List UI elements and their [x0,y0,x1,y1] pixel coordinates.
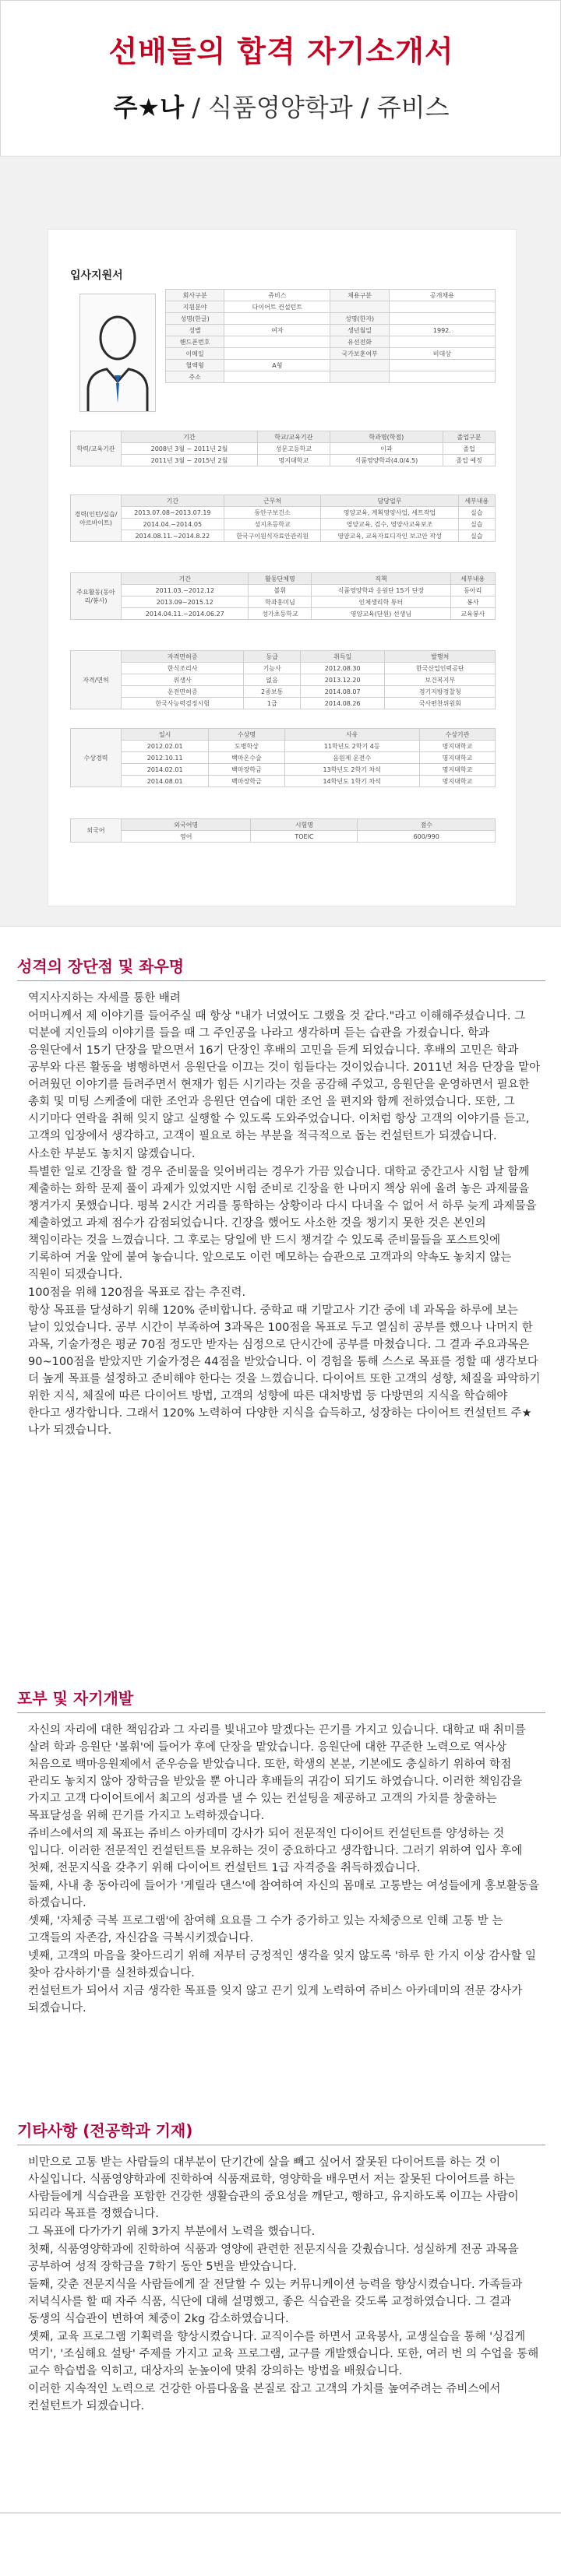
table-cell: 성지초등학교 [224,519,321,530]
table-cell: 영양교육(단원) 선생님 [312,608,450,620]
table-cell: 혈액형 [166,360,224,371]
table-row [166,290,496,301]
table-cell [330,371,389,383]
column-header: 일시 [122,729,209,741]
table-cell: 운전면허증 [122,686,244,698]
column-header: 세부내용 [458,495,495,507]
paragraph: 자신의 자리에 대한 책임감과 그 자리를 빛내고야 말겠다는 끈기를 가지고 있습니다. 대학교 때 취미를 살려 학과 응원단 '볼휘'에 들어가 후에 단장을 맡았습니다. 응원단에 대한 꾸준한 노력으로 역사상 처음으로 백마응원제에서 준우승을 받았습니다. 또한, 학생의 본분, 기본에도 충실하기 위하여 학점 관리도 놓치지 않아 장학금을 받았을 뿐 아니라 후배들의 귀감이 되기도 하였습니다. 이러한 책임감을 가지고 고객 다이어트에서 최고의 성과를 낼 수 있는 컨설팅을 제공하고 고객의 가치를 창출하는 목표달성을 위해 끈기를 가지고 노력하겠습니다. [28,1724,526,1822]
table-cell: 생년월일 [330,325,389,336]
table-row [71,443,496,455]
application-form-image [0,156,561,927]
section-heading: 기타사항 (전공학과 기재) [17,2121,193,2140]
table-cell: 비대상 [389,348,495,360]
table-cell: 이메일 [166,348,224,360]
table-row [71,507,496,519]
applicant-info [1,88,561,124]
table-cell: 명지대학교 [257,455,330,466]
table-cell: 한국사능력검정시험 [122,698,244,709]
table-cell: 식품영양학과(4.0/4.5) [330,455,443,466]
table-cell: 영양교육, 교육자료디자인 보고안 작성 [321,530,458,542]
paragraph: 첫째, 식품영양학과에 진학하여 식품과 영양에 관련한 전문지식을 갖췄습니다. 성실하게 전공 과목을 공부하여 성적 장학금을 7학기 동안 5번을 받았습니다. [28,2243,519,2273]
section-body [28,2154,542,2416]
table-header-row [71,729,496,741]
table-row [71,596,496,608]
section-heading: 포부 및 자기개발 [17,1689,134,1708]
table-row [166,360,496,371]
table-cell: 지원분야 [166,301,224,313]
form-title: 입사지원서 [70,269,123,282]
award-table [70,728,496,787]
table-cell: 2014.08.07 [300,686,385,698]
department: 식품영양학과 [208,93,353,122]
table-cell [224,313,330,325]
table-cell: 국가보훈여부 [330,348,389,360]
table-cell: 2014.08.26 [300,698,385,709]
table-cell: 동안구보건소 [224,507,321,519]
table-cell: 회사구분 [166,290,224,301]
section-body [28,990,542,1440]
table-cell: 2012.02.01 [122,741,209,752]
table-row [71,530,496,542]
table-cell: 2014.02.01 [122,764,209,776]
column-header: 활동단체명 [249,573,312,585]
section-label: 학력/교육기관 [71,431,122,466]
table-header-row [71,495,496,507]
table-cell: 11학년도 2학기 4등 [284,741,419,752]
table-cell [389,313,495,325]
column-header: 졸업구분 [443,431,496,443]
table-cell: A형 [224,360,330,371]
table-cell: 백마장학금 [209,764,284,776]
application-form [48,230,516,906]
table-row [71,831,496,843]
table-cell: 2014.04.~2014.05 [122,519,224,530]
separator: / [184,93,209,122]
paragraph: 항상 목표를 달성하기 위해 120% 준비합니다. 중학교 때 기말고사 기간 중에 네 과목을 하루에 보는 날이 있었습니다. 공부 시간이 부족하여 3과목은 100점을 목표로 두고 열심히 공부를 했으나 나머지 한 과목, 기술가정은 평균 70점 정도만 받자는 심정으로 단시간에 공부를 마쳤습니다. 그 결과 주요과목은 90~100점을 받았지만 기술가정은 44점을 받았습니다. 이 경험을 통해 스스로 목표를 정할 때 생각보다 더 높게 목표를 설정하고 준비해야 한다는 것을 느꼈습니다. 다이어트 또한 고객의 성향, 체질을 파악하기 위한 지식, 체질에 따른 다이어트 방법, 고객의 성향에 따른 대처방법 등 다방면의 지식을 학습해야 한다고 생각합니다. 그래서 120% 노력하여 다양한 지식을 습득하고, 성장하는 다이어트 컨설턴트 주★나가 되겠습니다. [28,1304,541,1437]
table-row [166,371,496,383]
table-cell: 2008년 3월 ~ 2011년 2월 [122,443,258,455]
table-row [71,585,496,596]
table-cell: 영양교육, 계획영양사업, 세트작업 [321,507,458,519]
paragraph: 비만으로 고통 받는 사람들의 대부분이 단기간에 살을 빼고 싶어서 잘못된 다이어트를 하는 것 이 사실입니다. 식품영양학과에 진학하여 식품재료학, 영양학을 배우면서 저는 잘못된 다이어트를 하는 사람들에게 식습관을 포함한 건강한 생활습관의 중요성을 깨닫고, 행하고, 유지하도록 이끄는 사람이 되리라 목표를 정했습니다. [28,2156,519,2220]
table-cell: 13학년도 2학기 차석 [284,764,419,776]
table-row [166,313,496,325]
column-header: 기간 [122,431,258,443]
table-cell [389,371,495,383]
paragraph: 어머니께서 제 이야기를 들어주실 때 항상 "내가 너였어도 그랬을 것 같다."라고 이해해주셨습니다. 그 덕분에 지인들의 이야기를 들을 때 그 주인공을 나라고 생각하며 듣는 습관을 가졌습니다. 학과 응원단에서 15기 단장을 맡으면서 16기 단장인 후배의 고민을 듣게 되었습니다. 후배의 고민은 학과 공부와 다른 활동을 병행하면서 응원단을 이끄는 것이 힘들다는 것이었습니다. 2011년 처음 단장을 맡아 어려웠던 이야기를 들려주면서 현재가 힘든 시기라는 것을 공감해 주었고, 응원단을 운영하면서 필요한 총회 및 미팅 스케줄에 대한 조언과 응원단 연습에 대한 조언 을 편지와 함께 전하였습니다. 또한, 그 시기마다 연락을 취해 잊지 않고 실행할 수 있도록 도와주었습니다. 이처럼 항상 고객의 이야기를 듣고, 고객의 입장에서 생각하고, 고객이 필요로 하는 부분을 적극적으로 돕는 컨설턴트가 되겠습니다. [28,1010,541,1142]
column-header: 취득일 [300,651,385,663]
language-table [70,818,496,843]
table-row [71,764,496,776]
table-cell: 2013.09~2015.12 [122,596,249,608]
table-cell: 1992. [389,325,495,336]
table-cell: 주소 [166,371,224,383]
column-header: 근무처 [224,495,321,507]
paragraph: 100점을 위해 120점을 목표로 잡는 추진력. [28,1286,246,1299]
table-cell: 국사편찬위원회 [385,698,496,709]
table-cell: 식품영양학과 응원단 15기 단장 [312,585,450,596]
column-header: 발행처 [385,651,496,663]
basic-info-table [165,289,496,383]
footer [0,2512,561,2576]
profile-photo-icon [79,294,156,412]
table-cell: 명지대학교 [419,764,495,776]
table-cell [330,301,389,313]
section-heading: 성격의 장단점 및 좌우명 [17,957,185,976]
table-cell: 졸업 예정 [443,455,496,466]
table-row [71,608,496,620]
column-header: 등급 [244,651,301,663]
table-cell: 명지대학교 [419,752,495,764]
table-cell: 공개채용 [389,290,495,301]
table-cell: 음원제 운전수 [284,752,419,764]
career-table [70,494,496,542]
education-table [70,431,496,466]
paragraph: 셋째, '자체중 극복 프로그램'에 참여해 요요를 그 수가 증가하고 있는 자체중으로 인해 고통 받 는 고객들의 자존감, 자신감을 극복시키겠습니다. [28,1915,503,1944]
table-cell: 핸드폰번호 [166,336,224,348]
paragraph: 그 목표에 다가가기 위해 3가지 부분에서 노력을 했습니다. [28,2226,316,2238]
table-row [166,336,496,348]
column-header: 시험명 [251,819,358,831]
table-cell: 기능사 [244,663,301,674]
column-header: 직책 [312,573,450,585]
table-cell: 2014.04.11.~2014.06.27 [122,608,249,620]
table-cell: 600/990 [358,831,496,843]
section-label: 수상경력 [71,729,122,787]
table-row [71,519,496,530]
table-cell: 채용구분 [330,290,389,301]
table-cell: 백마온수술 [209,752,284,764]
table-cell: 이과 [330,443,443,455]
table-cell [389,336,495,348]
table-cell [224,336,330,348]
column-header: 사유 [284,729,419,741]
section-label: 자격/면허 [71,651,122,709]
table-cell: 2013.07.08~2013.07.19 [122,507,224,519]
table-cell: 2013.12.20 [300,674,385,686]
section-label: 경력(인턴/실습/아르바이트) [71,495,122,542]
paragraph: 컨설턴트가 되어서 지금 생각한 목표를 잊지 않고 끈기 있게 노력하여 쥬비스 아카데미의 전문 강사가 되겠습니다. [28,1985,523,2015]
table-row [71,455,496,466]
table-cell [389,301,495,313]
table-cell: 교육봉사 [450,608,496,620]
table-header-row [71,573,496,585]
table-cell: 다이어트 컨설턴트 [224,301,330,313]
table-cell: 보건복지부 [385,674,496,686]
table-header-row [71,431,496,443]
column-header: 수상명 [209,729,284,741]
separator: / [352,93,377,122]
table-cell: 한국산업인력공단 [385,663,496,674]
table-cell: 한식조리사 [122,663,244,674]
paragraph: 둘째, 갖춘 전문지식을 사람들에게 잘 전달할 수 있는 커뮤니케이션 능력을 향상시켰습니다. 가족들과 저녁식사를 할 때 자주 식품, 식단에 대해 설명했고, 좋은 식습관을 갖도록 교정하였습니다. 그 결과 동생의 식습관이 변하여 체중이 2kg 감소하였습니다. [28,2279,523,2325]
paragraph: 사소한 부분도 놓치지 않겠습니다. [28,1148,196,1160]
table-cell: 성명(한글) [166,313,224,325]
divider [17,1712,545,1713]
table-cell: 유선전화 [330,336,389,348]
column-header: 학과명(학점) [330,431,443,443]
table-row [71,686,496,698]
section-body [28,1722,542,2018]
column-header: 기간 [122,495,224,507]
paragraph: 셋째, 교육 프로그램 기획력을 향상시켰습니다. 교직이수를 하면서 교육봉사, 교생실습을 통해 '싱겁게 먹기', '조심해요 설탕' 주제를 가지고 교육 프로그램, 교구를 개발했습니다. 또한, 여러 번 의 수업을 통해 교수 학습법을 익히고, 대상자의 눈높이에 맞춰 강의하는 방법을 배웠습니다. [28,2331,539,2377]
table-row [166,301,496,313]
table-cell: 실습 [458,519,495,530]
table-cell: 영양교육, 검수, 영양사교육보조 [321,519,458,530]
table-cell: 2014.08.01 [122,776,209,787]
table-cell [389,360,495,371]
table-cell: 명지대학교 [419,776,495,787]
table-cell: 실습 [458,507,495,519]
table-cell [224,348,330,360]
column-header: 점수 [358,819,496,831]
paragraph: 쥬비스에서의 제 목표는 쥬비스 아카데미 강사가 되어 전문적인 다이어트 컨설턴트를 양성하는 것 입니다. 이러한 전문적인 컨설턴트를 보유하는 것이 중요하다고 생각합니다. 그러기 위하여 입사 후에 첫째, 전문지식을 갖추기 위해 다이어트 컨설턴트 1급 자격증을 취득하겠습니다. [28,1828,523,1874]
section-label: 주요활동(동아리/봉사) [71,573,122,620]
table-cell: 2014.08.11.~2014.8.22 [122,530,224,542]
column-header: 자격면허증 [122,651,244,663]
table-header-row [71,651,496,663]
table-cell: 없음 [244,674,301,686]
section-label: 외국어 [71,819,122,843]
table-cell: 동아리 [450,585,496,596]
table-header-row [71,819,496,831]
table-cell: 2012.08.30 [300,663,385,674]
table-cell: 2012.10.11 [122,752,209,764]
table-cell: 2종보통 [244,686,301,698]
table-row [71,698,496,709]
table-row [71,741,496,752]
paragraph: 특별한 일로 긴장을 할 경우 준비물을 잊어버리는 경우가 가끔 있습니다. 대학교 중간고사 시험 날 함께 제출하는 화학 문제 풀이 과제가 있었지만 시험 준비로 긴장을 한 나머지 책상 위에 올려 놓은 과제물을 챙겨가지 못했습니다. 평복 2시간 거리를 통학하는 상황이라 다시 다녀올 수 없어 서 하루 늦게 과제물을 제출하였고 과제 점수가 감점되었습니다. 긴장을 했어도 사소한 것을 챙기지 못한 것은 본인의 책임이라는 것을 느꼈습니다. 그 후로는 당일에 반 드시 챙겨갈 수 있도록 준비물들을 포스트잇에 기록하여 거울 앞에 붙여 놓습니다. 앞으로도 이런 메모하는 습관으로 고객과의 약속도 놓치지 않는 직원이 되겠습니다. [28,1166,537,1281]
table-row [71,752,496,764]
table-cell: 봉사 [450,596,496,608]
column-header: 학교/교육기관 [257,431,330,443]
column-header: 담당업무 [321,495,458,507]
table-cell [330,360,389,371]
table-cell: 성가초등학교 [249,608,312,620]
page-title: 선배들의 합격 자기소개서 [108,34,454,69]
table-cell: 인체생리학 튜터 [312,596,450,608]
paragraph: 넷째, 고객의 마음을 찾아드리기 위해 저부터 긍정적인 생각을 잊지 않도록 '하루 한 가지 이상 감사할 일 찾아 감사하기'를 실천하겠습니다. [28,1950,537,1980]
table-cell: 명지대학교 [419,741,495,752]
table-cell: 백마장학금 [209,776,284,787]
table-cell: 성문고등학교 [257,443,330,455]
section-personality [17,954,547,1437]
table-cell: 1급 [244,698,301,709]
table-cell: 쥬비스 [224,290,330,301]
column-header: 세부내용 [450,573,496,585]
paragraph: 역지사지하는 자세를 통한 배려 [28,992,181,1005]
table-cell: 실습 [458,530,495,542]
divider [17,980,545,981]
table-cell: 학과홍미님 [249,596,312,608]
table-cell: 위생사 [122,674,244,686]
table-cell: 볼휘 [249,585,312,596]
section-etc [17,2118,547,2412]
paragraph: 이러한 지속적인 노력으로 건강한 아름다움을 본질로 잡고 고객의 가치를 높여주려는 쥬비스에서 컨설턴트가 되겠습니다. [28,2383,501,2412]
table-cell: 여자 [224,325,330,336]
table-cell: 2011.03.~2012.12 [122,585,249,596]
column-header: 기간 [122,573,249,585]
section-ambition [17,1686,547,2015]
table-cell: 한국구이원식자료안관리원 [224,530,321,542]
column-header: 외국어명 [122,819,251,831]
table-cell: 14학년도 1학기 차석 [284,776,419,787]
table-cell: 성별 [166,325,224,336]
paragraph: 둘째, 사내 총 동아리에 들어가 '게릴라 댄스'에 참여하여 자신의 몸매로 고통받는 여성들에게 홍보활동을 하겠습니다. [28,1880,540,1909]
applicant-name: 주★나 [113,93,185,122]
table-cell: TOEIC [251,831,358,843]
table-row [71,663,496,674]
column-header: 수상기관 [419,729,495,741]
table-cell: 경기지방경찰청 [385,686,496,698]
table-cell: 성명(한자) [330,313,389,325]
table-cell: 2011년 3월 ~ 2015년 2월 [122,455,258,466]
table-cell: 도병학상 [209,741,284,752]
table-row [166,325,496,336]
header [0,0,561,157]
activity-table [70,572,496,620]
table-row [166,348,496,360]
license-table [70,650,496,709]
table-row [71,776,496,787]
table-cell: 영어 [122,831,251,843]
table-cell [224,371,330,383]
company: 쥬비스 [376,93,450,122]
table-row [71,674,496,686]
table-cell: 졸업 [443,443,496,455]
